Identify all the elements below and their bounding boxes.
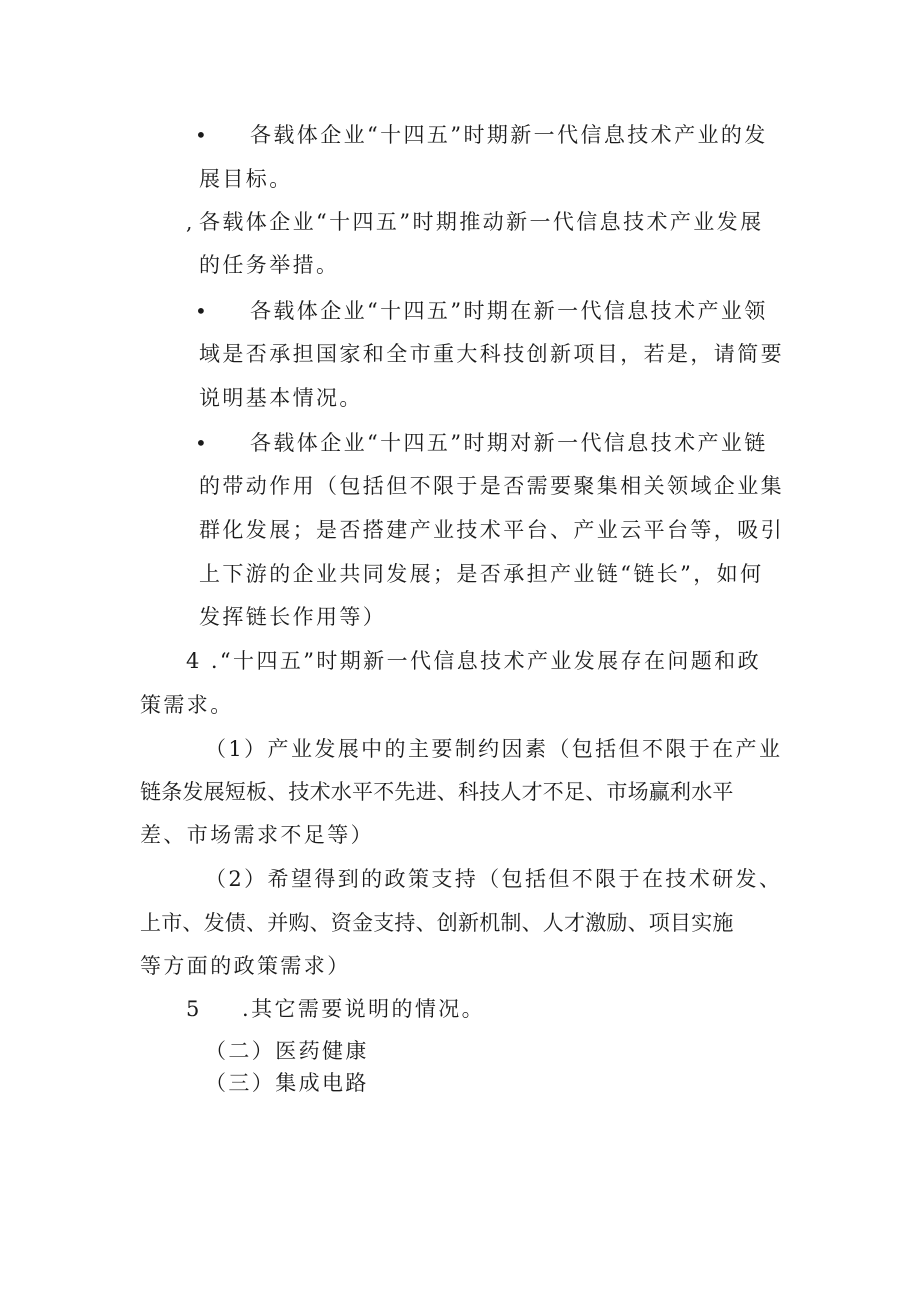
section-5-text: .其它需要说明的情况。 [242, 997, 486, 1021]
section-5-number: 5 [186, 997, 202, 1021]
section-4-line-2: 策需求。 [140, 693, 234, 717]
item-4-line-4: 上下游的企业共同发展；是否承担产业链“链长”，如何 [199, 562, 764, 586]
sub-2-line-2: 上市、发债、并购、资金支持、创新机制、人才激励、项目实施 [140, 911, 734, 935]
comma-marker: , [186, 210, 193, 234]
heading-integrated-circuit: （三）集成电路 [205, 1071, 369, 1095]
item-2-line-2: 的任务举措。 [199, 253, 340, 277]
item-3-line-2: 域是否承担国家和全市重大科技创新项目，若是，请简要 [199, 342, 784, 366]
bullet-marker: • [195, 123, 207, 147]
item-1-line-1: 各载体企业“十四五”时期新一代信息技术产业的发 [250, 123, 768, 147]
item-4-line-2: 的带动作用（包括但不限于是否需要聚集相关领域企业集 [199, 474, 784, 498]
bullet-marker: • [195, 299, 207, 323]
sub-2-line-1: （2）希望得到的政策支持（包括但不限于在技术研发、 [205, 867, 783, 891]
item-3-line-3: 说明基本情况。 [199, 386, 363, 410]
heading-medicine-health: （二）医药健康 [205, 1039, 369, 1063]
item-1-line-2: 展目标。 [199, 167, 293, 191]
sub-1-line-2: 链条发展短板、技术水平不先进、科技人才不足、市场赢利水平 [140, 780, 734, 804]
bullet-marker: • [195, 431, 207, 455]
item-4-line-3: 群化发展；是否搭建产业技术平台、产业云平台等，吸引 [199, 518, 784, 542]
item-2-line-1: 各载体企业“十四五”时期推动新一代信息技术产业发展 [199, 210, 764, 234]
sub-1-line-3: 差、市场需求不足等） [140, 823, 374, 847]
item-4-line-5: 发挥链长作用等） [199, 605, 387, 629]
item-4-line-1: 各载体企业“十四五”时期对新一代信息技术产业链 [250, 431, 768, 455]
section-4-line-1: 4 .“十四五”时期新一代信息技术产业发展存在问题和政 [186, 649, 761, 673]
sub-2-line-3: 等方面的政策需求） [140, 954, 351, 978]
item-3-line-1: 各载体企业“十四五”时期在新一代信息技术产业领 [250, 299, 768, 323]
sub-1-line-1: （1）产业发展中的主要制约因素（包括但不限于在产业 [205, 737, 783, 761]
